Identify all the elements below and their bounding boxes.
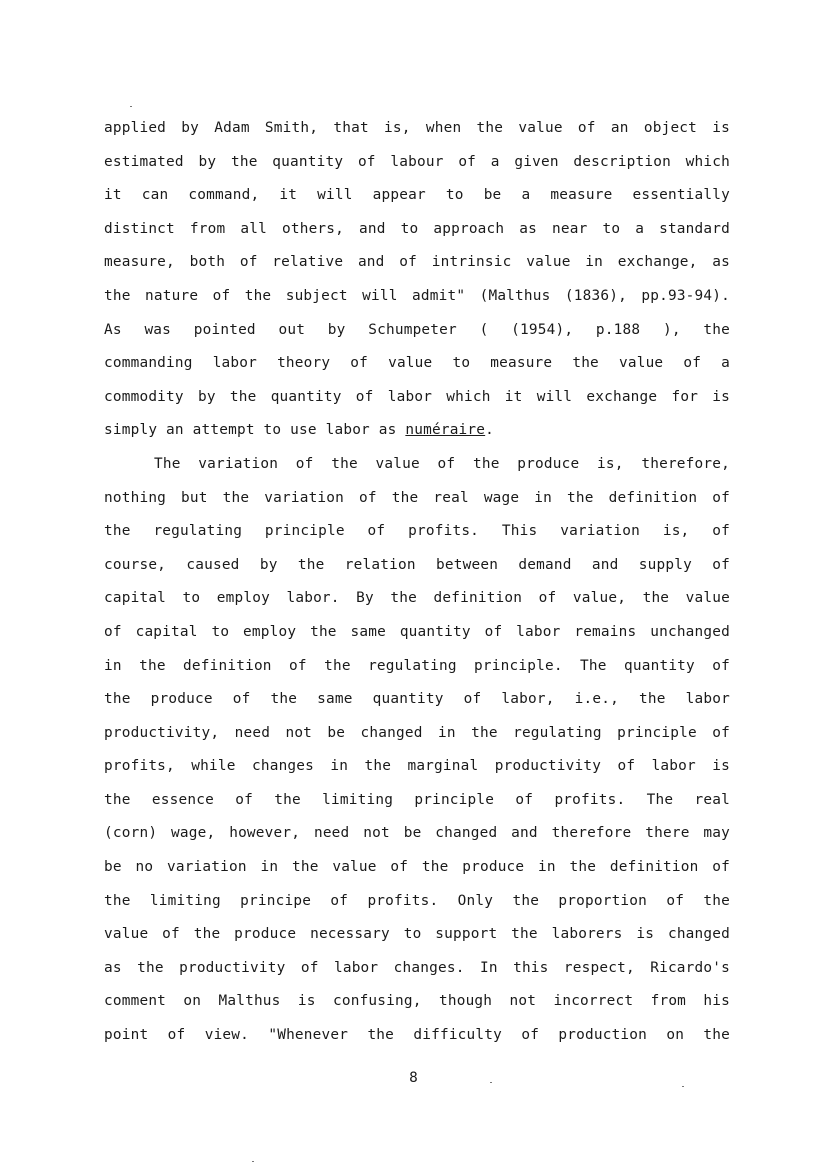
text-line: applied by Adam Smith, that is, when the value of an object is (104, 120, 730, 136)
paragraph-2 (104, 448, 730, 1053)
text-line: comment on Malthus is confusing, though not incorrect from his (104, 993, 730, 1010)
text-segment: simply an attempt to use labor as (104, 422, 406, 439)
paragraph-1 (104, 112, 730, 448)
scan-speck (682, 1086, 684, 1087)
scan-speck (130, 106, 132, 107)
text-line: the produce of the same quantity of labor, i.e., the labor (104, 691, 730, 708)
text-line: As was pointed out by Schumpeter ( (1954), p.188 ), the (104, 321, 730, 338)
text-line: be no variation in the value of the produce in the definition of (104, 859, 730, 876)
text-line: in the definition of the regulating principle. The quantity of (104, 657, 730, 674)
text-line: commanding labor theory of value to measure the value of a (104, 355, 730, 372)
page-number: 8 (409, 1070, 418, 1086)
text-line: measure, both of relative and of intrinsic value in exchange, as (104, 254, 730, 271)
body-text (104, 112, 730, 1053)
text-line: capital to employ labor. By the definition of value, the value (104, 590, 730, 607)
text-line: profits, while changes in the marginal productivity of labor is (104, 758, 730, 775)
text-line: the limiting principe of profits. Only the proportion of the (104, 892, 730, 909)
text-line: the regulating principle of profits. This variation is, of (104, 523, 730, 540)
text-line: of capital to employ the same quantity of labor remains unchanged (104, 623, 730, 640)
text-line: (corn) wage, however, need not be changed and therefore there may (104, 825, 730, 842)
text-line: The variation of the value of the produce is, therefore, (154, 455, 730, 472)
text-line: point of view. "Whenever the difficulty of production on the (104, 1027, 730, 1044)
text-line: distinct from all others, and to approach as near to a standard (104, 220, 730, 237)
text-line: value of the produce necessary to support the laborers is changed (104, 926, 730, 943)
text-line: productivity, need not be changed in the regulating principle of (104, 724, 730, 741)
text-line: as the productivity of labor changes. In this respect, Ricardo's (104, 959, 730, 976)
text-segment: . (485, 422, 495, 439)
text-line: estimated by the quantity of labour of a given description which (104, 153, 730, 170)
text-line: commodity by the quantity of labor which it will exchange for is (104, 388, 730, 405)
text-line: the essence of the limiting principle of profits. The real (104, 791, 730, 808)
scan-speck (252, 1161, 254, 1162)
text-line: the nature of the subject will admit" (Malthus (1836), pp.93-94). (104, 287, 730, 304)
underlined-term: numéraire (405, 422, 486, 439)
text-line: it can command, it will appear to be a measure essentially (104, 187, 730, 204)
scan-speck (490, 1082, 492, 1083)
text-line: course, caused by the relation between demand and supply of (104, 556, 730, 573)
text-line (104, 414, 730, 448)
text-line: nothing but the variation of the real wage in the definition of (104, 489, 730, 506)
